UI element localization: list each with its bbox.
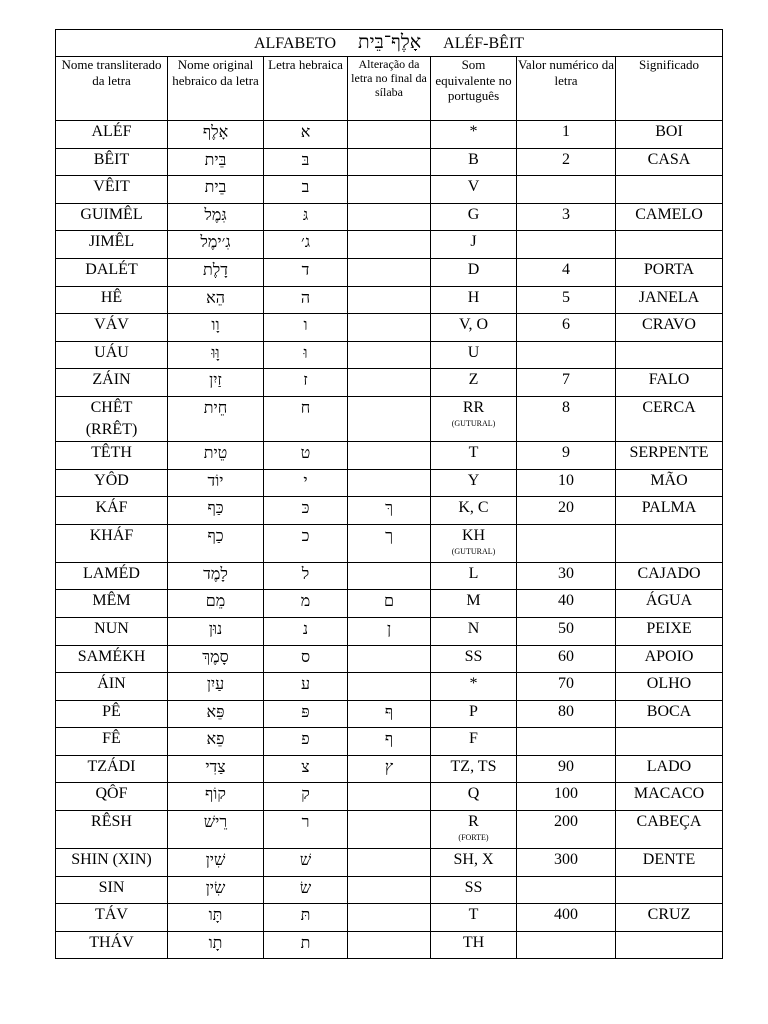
cell-meaning: CRAVO: [616, 314, 723, 342]
cell-numeric-value: 10: [517, 469, 616, 497]
cell-meaning: PEIXE: [616, 617, 723, 645]
cell-sound: [431, 396, 517, 441]
sound-text: R: [468, 813, 479, 831]
table-row: [56, 849, 723, 877]
cell-final-form: [348, 314, 431, 342]
cell-sound: [431, 341, 517, 369]
cell-transliterated-name: VÁV: [56, 314, 168, 342]
cell-sound: [431, 203, 517, 231]
cell-hebrew-name: הֵא: [168, 286, 264, 314]
cell-meaning: LADO: [616, 755, 723, 783]
sound-note: (GUTURAL): [451, 418, 496, 428]
cell-meaning: [616, 524, 723, 562]
cell-hebrew-name: זַיִן: [168, 369, 264, 397]
cell-hebrew-letter: ט: [264, 441, 348, 469]
cell-numeric-value: 50: [517, 617, 616, 645]
cell-final-form: ם: [348, 590, 431, 618]
table-row: [56, 497, 723, 525]
cell-hebrew-name: קוֹף: [168, 783, 264, 811]
table-row: [56, 258, 723, 286]
sound-text: TH: [462, 933, 485, 951]
sound-text: Z: [468, 371, 479, 389]
sound-text: N: [467, 619, 480, 637]
sound-text: F: [469, 730, 478, 748]
cell-numeric-value: 60: [517, 645, 616, 673]
cell-transliterated-name: SHIN (XIN): [56, 849, 168, 877]
cell-hebrew-letter: י: [264, 469, 348, 497]
cell-hebrew-name: חֵית: [168, 396, 264, 441]
cell-numeric-value: 100: [517, 783, 616, 811]
cell-numeric-value: 1: [517, 121, 616, 149]
sound-text: V: [467, 178, 480, 196]
sound-text: P: [469, 702, 478, 720]
table-body: [56, 121, 723, 959]
cell-hebrew-name: מֵם: [168, 590, 264, 618]
table-row: [56, 341, 723, 369]
cell-hebrew-letter: תּ: [264, 904, 348, 932]
cell-hebrew-letter: שׁ: [264, 849, 348, 877]
cell-transliterated-name: THÁV: [56, 931, 168, 959]
cell-hebrew-letter: ח: [264, 396, 348, 441]
cell-hebrew-letter: מ: [264, 590, 348, 618]
cell-transliterated-name: VÊIT: [56, 176, 168, 204]
header-numeric-value: Valor numérico da letra: [517, 57, 616, 121]
cell-sound: [431, 497, 517, 525]
cell-final-form: [348, 645, 431, 673]
sound-text: *: [469, 675, 478, 693]
cell-numeric-value: 70: [517, 673, 616, 701]
sound-text: J: [470, 233, 477, 251]
cell-hebrew-letter: בּ: [264, 148, 348, 176]
cell-hebrew-name: תָּו: [168, 904, 264, 932]
cell-numeric-value: [517, 524, 616, 562]
cell-transliterated-name: SIN: [56, 876, 168, 904]
cell-final-form: ךּ: [348, 497, 431, 525]
cell-meaning: ÁGUA: [616, 590, 723, 618]
cell-final-form: [348, 876, 431, 904]
cell-hebrew-letter: ז: [264, 369, 348, 397]
cell-hebrew-name: יוֹד: [168, 469, 264, 497]
sound-text: B: [468, 150, 479, 168]
cell-numeric-value: [517, 728, 616, 756]
cell-meaning: MÃO: [616, 469, 723, 497]
title-hebrew: אָלֶף־בֵּית: [358, 31, 422, 53]
cell-transliterated-name: ZÁIN: [56, 369, 168, 397]
cell-transliterated-name: TZÁDI: [56, 755, 168, 783]
cell-final-form: ן: [348, 617, 431, 645]
table-row: [56, 562, 723, 590]
cell-final-form: [348, 469, 431, 497]
title-alef-beit: ALÉF-BÊIT: [443, 35, 525, 52]
cell-hebrew-name: פֵּא: [168, 700, 264, 728]
cell-numeric-value: 30: [517, 562, 616, 590]
table-row: [56, 645, 723, 673]
cell-meaning: [616, 176, 723, 204]
cell-hebrew-letter: א: [264, 121, 348, 149]
cell-meaning: CABEÇA: [616, 811, 723, 849]
cell-hebrew-name: נוּן: [168, 617, 264, 645]
cell-meaning: MACACO: [616, 783, 723, 811]
sound-text: KH: [461, 526, 486, 544]
cell-transliterated-name: NUN: [56, 617, 168, 645]
cell-hebrew-name: טֵית: [168, 441, 264, 469]
cell-hebrew-letter: ס: [264, 645, 348, 673]
cell-hebrew-letter: וּ: [264, 341, 348, 369]
cell-transliterated-name: QÔF: [56, 783, 168, 811]
cell-sound: [431, 369, 517, 397]
cell-hebrew-name: רֵישׁ: [168, 811, 264, 849]
cell-transliterated-name: ALÉF: [56, 121, 168, 149]
header-hebrew-name: Nome original hebraico da letra: [168, 57, 264, 121]
cell-final-form: [348, 396, 431, 441]
cell-transliterated-name: RÊSH: [56, 811, 168, 849]
cell-sound: [431, 876, 517, 904]
cell-meaning: CAMELO: [616, 203, 723, 231]
cell-meaning: [616, 341, 723, 369]
cell-transliterated-name: YÔD: [56, 469, 168, 497]
cell-hebrew-name: כַּף: [168, 497, 264, 525]
cell-hebrew-letter: נ: [264, 617, 348, 645]
cell-hebrew-letter: ג׳: [264, 231, 348, 259]
sound-text: H: [467, 288, 480, 306]
cell-sound: [431, 176, 517, 204]
cell-hebrew-name: פֵא: [168, 728, 264, 756]
cell-numeric-value: [517, 231, 616, 259]
cell-hebrew-letter: כ: [264, 524, 348, 562]
table-row: [56, 286, 723, 314]
table-row: [56, 121, 723, 149]
cell-hebrew-name: גִּמֶל: [168, 203, 264, 231]
cell-meaning: BOI: [616, 121, 723, 149]
cell-transliterated-name: PÊ: [56, 700, 168, 728]
header-hebrew-letter: Letra hebraica: [264, 57, 348, 121]
table-row: [56, 203, 723, 231]
cell-hebrew-name: שִׂין: [168, 876, 264, 904]
cell-final-form: [348, 148, 431, 176]
header-transliterated-name: Nome transliterado da letra: [56, 57, 168, 121]
cell-final-form: [348, 286, 431, 314]
sound-text: SS: [464, 878, 483, 896]
cell-hebrew-letter: ד: [264, 258, 348, 286]
table-row: [56, 931, 723, 959]
table-row: [56, 369, 723, 397]
cell-sound: [431, 258, 517, 286]
table-row: [56, 904, 723, 932]
cell-sound: [431, 700, 517, 728]
cell-hebrew-name: עַיִן: [168, 673, 264, 701]
cell-meaning: SERPENTE: [616, 441, 723, 469]
cell-final-form: [348, 783, 431, 811]
sound-text: *: [469, 123, 478, 140]
cell-numeric-value: 2: [517, 148, 616, 176]
cell-hebrew-letter: ע: [264, 673, 348, 701]
cell-numeric-value: 7: [517, 369, 616, 397]
cell-meaning: PORTA: [616, 258, 723, 286]
cell-meaning: FALO: [616, 369, 723, 397]
cell-transliterated-name: KHÁF: [56, 524, 168, 562]
table-row: [56, 755, 723, 783]
cell-meaning: [616, 728, 723, 756]
sound-text: T: [468, 443, 479, 461]
hebrew-alphabet-table: [55, 29, 723, 959]
cell-hebrew-letter: ו: [264, 314, 348, 342]
cell-final-form: [348, 258, 431, 286]
cell-sound: [431, 286, 517, 314]
cell-final-form: [348, 176, 431, 204]
cell-final-form: ףּ: [348, 700, 431, 728]
table-row: [56, 673, 723, 701]
cell-final-form: [348, 849, 431, 877]
cell-sound: [431, 314, 517, 342]
sound-text: D: [467, 260, 480, 278]
sound-text: U: [467, 343, 480, 361]
cell-hebrew-letter: צ: [264, 755, 348, 783]
cell-meaning: PALMA: [616, 497, 723, 525]
cell-numeric-value: 5: [517, 286, 616, 314]
cell-hebrew-letter: ר: [264, 811, 348, 849]
cell-transliterated-name: TÊTH: [56, 441, 168, 469]
cell-hebrew-name: בֵית: [168, 176, 264, 204]
table-row: [56, 876, 723, 904]
table-row: [56, 469, 723, 497]
cell-transliterated-name: DALÉT: [56, 258, 168, 286]
sound-text: SS: [464, 647, 483, 665]
cell-meaning: BOCA: [616, 700, 723, 728]
cell-numeric-value: 80: [517, 700, 616, 728]
cell-sound: [431, 121, 517, 149]
cell-hebrew-name: וָּוּ: [168, 341, 264, 369]
cell-final-form: [348, 121, 431, 149]
cell-sound: [431, 590, 517, 618]
cell-transliterated-name: JIMÊL: [56, 231, 168, 259]
cell-numeric-value: 6: [517, 314, 616, 342]
cell-final-form: ץ: [348, 755, 431, 783]
sound-note: (FORTE): [458, 833, 489, 843]
table-row: [56, 783, 723, 811]
cell-sound: [431, 728, 517, 756]
cell-hebrew-letter: כּ: [264, 497, 348, 525]
cell-sound: [431, 755, 517, 783]
cell-final-form: [348, 931, 431, 959]
table-title: [56, 30, 723, 57]
cell-numeric-value: 40: [517, 590, 616, 618]
cell-meaning: [616, 931, 723, 959]
table-row: [56, 728, 723, 756]
cell-hebrew-name: כַף: [168, 524, 264, 562]
cell-numeric-value: 3: [517, 203, 616, 231]
sound-text: Y: [467, 471, 480, 489]
cell-transliterated-name: SAMÉKH: [56, 645, 168, 673]
cell-sound: [431, 931, 517, 959]
cell-sound: [431, 148, 517, 176]
cell-transliterated-name: BÊIT: [56, 148, 168, 176]
cell-hebrew-name: דָלֶת: [168, 258, 264, 286]
table-row: [56, 811, 723, 849]
cell-final-form: [348, 369, 431, 397]
cell-meaning: [616, 231, 723, 259]
cell-sound: [431, 849, 517, 877]
table-row: [56, 590, 723, 618]
sound-text: TZ, TS: [450, 757, 497, 775]
cell-numeric-value: 400: [517, 904, 616, 932]
sound-text: SH, X: [453, 851, 494, 869]
cell-transliterated-name: TÁV: [56, 904, 168, 932]
cell-hebrew-letter: ק: [264, 783, 348, 811]
cell-final-form: [348, 904, 431, 932]
cell-hebrew-letter: ה: [264, 286, 348, 314]
cell-final-form: [348, 562, 431, 590]
cell-meaning: CASA: [616, 148, 723, 176]
sound-text: RR: [462, 398, 485, 416]
sound-text: K, C: [458, 499, 489, 517]
cell-meaning: [616, 876, 723, 904]
sound-text: Q: [467, 785, 480, 803]
cell-transliterated-name: FÊ: [56, 728, 168, 756]
cell-meaning: CRUZ: [616, 904, 723, 932]
table-row: [56, 524, 723, 562]
cell-transliterated-name: KÁF: [56, 497, 168, 525]
table-row: [56, 700, 723, 728]
header-final-form: Alteração da letra no final da sílaba: [348, 57, 431, 121]
cell-hebrew-name: אָלֶף: [168, 121, 264, 149]
cell-meaning: JANELA: [616, 286, 723, 314]
cell-hebrew-name: צַדִי: [168, 755, 264, 783]
cell-hebrew-letter: ב: [264, 176, 348, 204]
cell-numeric-value: 20: [517, 497, 616, 525]
cell-numeric-value: 9: [517, 441, 616, 469]
cell-hebrew-letter: ת: [264, 931, 348, 959]
cell-hebrew-name: שִׁין: [168, 849, 264, 877]
cell-sound: [431, 783, 517, 811]
cell-transliterated-name: CHÊT (RRÊT): [56, 396, 168, 441]
cell-final-form: [348, 673, 431, 701]
cell-meaning: CERCA: [616, 396, 723, 441]
cell-sound: [431, 231, 517, 259]
cell-hebrew-letter: ל: [264, 562, 348, 590]
cell-sound: [431, 441, 517, 469]
title-alfabeto: ALFABETO: [253, 35, 337, 52]
cell-meaning: APOIO: [616, 645, 723, 673]
cell-sound: [431, 811, 517, 849]
cell-transliterated-name: MÊM: [56, 590, 168, 618]
sound-text: G: [467, 205, 480, 223]
cell-numeric-value: [517, 176, 616, 204]
cell-final-form: [348, 203, 431, 231]
table-row: [56, 176, 723, 204]
cell-sound: [431, 524, 517, 562]
cell-transliterated-name: UÁU: [56, 341, 168, 369]
cell-final-form: ך: [348, 524, 431, 562]
table-row: [56, 617, 723, 645]
cell-hebrew-letter: פּ: [264, 700, 348, 728]
cell-hebrew-name: סָמֶךְ: [168, 645, 264, 673]
header-sound: Som equivalente no português: [431, 57, 517, 121]
cell-hebrew-name: וָו: [168, 314, 264, 342]
table-row: [56, 148, 723, 176]
sound-text: V, O: [458, 316, 489, 334]
cell-sound: [431, 904, 517, 932]
cell-meaning: DENTE: [616, 849, 723, 877]
cell-hebrew-name: לָמֶד: [168, 562, 264, 590]
cell-transliterated-name: HÊ: [56, 286, 168, 314]
cell-numeric-value: [517, 876, 616, 904]
cell-numeric-value: [517, 931, 616, 959]
cell-hebrew-name: תָו: [168, 931, 264, 959]
cell-hebrew-letter: שׂ: [264, 876, 348, 904]
cell-numeric-value: [517, 341, 616, 369]
sound-text: L: [468, 564, 479, 582]
cell-numeric-value: 90: [517, 755, 616, 783]
sound-text: M: [466, 592, 481, 610]
header-meaning: Significado: [616, 57, 723, 121]
cell-meaning: CAJADO: [616, 562, 723, 590]
cell-sound: [431, 673, 517, 701]
cell-hebrew-name: בֵּית: [168, 148, 264, 176]
cell-hebrew-letter: גּ: [264, 203, 348, 231]
cell-numeric-value: 300: [517, 849, 616, 877]
cell-sound: [431, 617, 517, 645]
cell-transliterated-name: ÁIN: [56, 673, 168, 701]
cell-numeric-value: 200: [517, 811, 616, 849]
cell-meaning: OLHO: [616, 673, 723, 701]
cell-final-form: [348, 811, 431, 849]
table-row: [56, 314, 723, 342]
cell-final-form: [348, 231, 431, 259]
cell-sound: [431, 469, 517, 497]
table-row: [56, 231, 723, 259]
cell-transliterated-name: GUIMÊL: [56, 203, 168, 231]
cell-hebrew-name: גִ׳ימֶל: [168, 231, 264, 259]
table-row: [56, 396, 723, 441]
cell-numeric-value: 8: [517, 396, 616, 441]
sound-note: (GUTURAL): [451, 546, 496, 556]
cell-final-form: ף: [348, 728, 431, 756]
cell-hebrew-letter: פ: [264, 728, 348, 756]
cell-numeric-value: 4: [517, 258, 616, 286]
sound-text: T: [468, 906, 479, 924]
cell-final-form: [348, 341, 431, 369]
cell-sound: [431, 562, 517, 590]
cell-transliterated-name: LAMÉD: [56, 562, 168, 590]
cell-sound: [431, 645, 517, 673]
cell-final-form: [348, 441, 431, 469]
table-row: [56, 441, 723, 469]
